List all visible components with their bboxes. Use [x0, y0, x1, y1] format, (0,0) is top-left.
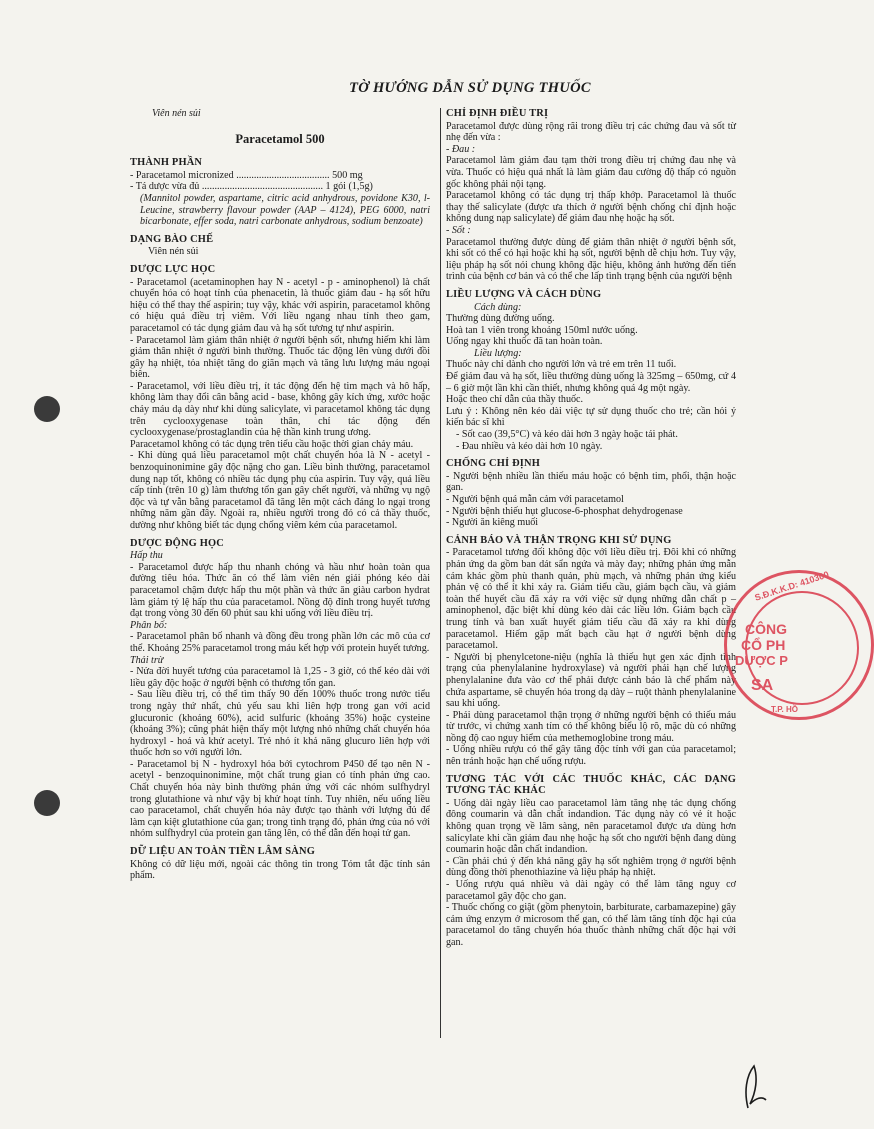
- paragraph: - Paracetamol bị N - hydroxyl hóa bởi cytochrom P450 để tạo nên N - acetyl - benzoquinonimine, một chất trung gian có tính phản ứng cao. Chất chuyển hóa này bình thường phản ứng với các nhóm sulfhydryl trong glutathione và như vậy bị khử hoạt tính. Tuy nhiên, nếu uống liều cao paracetamol, chất chuyển hóa này được tạo thành với lượng đủ để làm cạn kiệt glutathione của gan; trong tình trạng đó, phản ứng của nó với nhóm sulfhydryl của protein gan tăng lên, có thể dẫn đến hoại tử gan.: [130, 758, 430, 840]
- stamp-line: SA: [751, 677, 774, 694]
- paragraph: Paracetamol thường được dùng để giảm thân nhiệt ở người bệnh sốt, khi sốt có thể có hại hoặc khi hạ sốt, người bệnh dễ chịu hơn. Tuy vậy, liệu pháp hạ sốt nói chung không đặc hiệu, không ảnh hưởng đến tiến trình của bệnh cơ bản và có thể che lấp tình trạng bệnh của người bệnh: [446, 236, 736, 283]
- paragraph: Không có dữ liệu mới, ngoài các thông tin trong Tóm tắt đặc tính sản phẩm.: [130, 858, 430, 882]
- pharmacodynamics-heading: DƯỢC LỰC HỌC: [130, 263, 216, 275]
- paragraph: - Paracetamol, với liều điều trị, ít tác động đến hệ tim mạch và hô hấp, không làm thay đổi cân bằng acid - base, không gây kích ứng, xước hoặc chảy máu dạ dày như khi dùng salicylate, vì paracetamol không tác dụng trên cyclooxygenase toàn thân, chỉ tác động đến cyclooxygenase/prostaglandin của hệ thần kinh trung ương.: [130, 380, 430, 439]
- paragraph: - Uống rượu quá nhiều và dài ngày có thể làm tăng nguy cơ paracetamol gây độc cho gan.: [446, 879, 736, 902]
- interactions-heading: TƯƠNG TÁC VỚI CÁC THUỐC KHÁC, CÁC DẠNG TƯƠNG TÁC KHÁC: [446, 773, 736, 797]
- dosage-subtitle: Viên nén sủi: [152, 108, 201, 119]
- paragraph: - Uống nhiều rượu có thể gây tăng độc tính với gan của paracetamol; nên tránh hoặc hạn chế uống rượu.: [446, 744, 736, 768]
- paragraph: Paracetamol được dùng rộng rãi trong điều trị các chứng đau và sốt từ nhẹ đến vừa :: [446, 120, 736, 144]
- absorption-label: Hấp thu: [130, 550, 163, 562]
- paragraph: - Thuốc chống co giật (gồm phenytoin, barbiturate, carbamazepine) gây cảm ứng enzym ở microsom thể gan, có thể làm tăng tính độc hại của paracetamol do tăng chuyển hóa thuốc thành những chất độc hại với gan.: [446, 902, 736, 948]
- paragraph: - Paracetamol (acetaminophen hay N - acetyl - p - aminophenol) là chất chuyển hóa có hoạt tính của phenacetin, là thuốc giảm đau - hạ sốt hữu hiệu có thể thay thế aspirin; tuy vậy, khác với aspirin, paracetamol không có hiệu quả điều trị viêm. Với liều ngang nhau tính theo gam, paracetamol có tác dụng giảm đau và hạ sốt tương tự như aspirin.: [130, 276, 430, 334]
- stamp-line: CỔ PH: [741, 637, 786, 653]
- paragraph: Lưu ý : Không nên kéo dài việc tự sử dụng thuốc cho trẻ; cần hỏi ý kiến bác sĩ khi: [446, 405, 736, 429]
- usage-label: Cách dùng:: [474, 301, 522, 313]
- punch-hole: [34, 790, 60, 816]
- dose-label: Liều lượng:: [474, 347, 522, 359]
- paragraph: Hoà tan 1 viên trong khoảng 150ml nước uống.: [446, 324, 638, 336]
- paragraph: Paracetamol làm giảm đau tạm thời trong điều trị chứng đau nhẹ và vừa. Thuốc có hiệu quả nhất là làm giảm đau cường độ thấp có nguồn gốc không phải nội tạng.: [446, 155, 736, 190]
- warnings-heading: CẢNH BÁO VÀ THẬN TRỌNG KHI SỬ DỤNG: [446, 534, 672, 546]
- indications-heading: CHỈ ĐỊNH ĐIỀU TRỊ: [446, 108, 549, 119]
- list-item: - Người bệnh nhiều lần thiếu máu hoặc có bệnh tim, phổi, thận hoặc gan.: [446, 470, 736, 494]
- column-divider: [440, 108, 441, 1038]
- list-item: - Người bệnh quá mẫn cảm với paracetamol: [446, 494, 624, 505]
- contraindications-heading: CHỐNG CHỈ ĐỊNH: [446, 458, 541, 470]
- composition-line: - Tá dược vừa đủ ................................................ 1 gói (1,5g): [130, 181, 373, 193]
- paragraph: Uống ngay khi thuốc đã tan hoàn toàn.: [446, 336, 603, 348]
- paragraph: - Nửa đời huyết tương của paracetamol là 1,25 - 3 giờ, có thể kéo dài với liều gây độc hoặc ở người bệnh có thương tổn gan.: [130, 666, 430, 689]
- paragraph: Paracetamol không có tác dụng trị thấp khớp. Paracetamol là thuốc thay thế salicylate (được ưa thích ở người bệnh chống chỉ định hoặc không dung nạp salicylate) để giảm đau nhẹ hoặc hạ sốt.: [446, 190, 736, 225]
- paragraph: Thường dùng đường uống.: [446, 313, 555, 325]
- composition-heading: THÀNH PHẦN: [130, 157, 203, 169]
- excipients-text: (Mannitol powder, aspartame, citric acid anhydrous, povidone K30, l-Leucine, strawberry flavour powder (AAP – 4124), PEG 6000, natri bicarbonate, effer soda, natri carbonate anhydrous, sodium benzoate): [140, 192, 430, 228]
- right-column: [446, 108, 736, 949]
- stamp-line: CÔNG: [745, 621, 787, 637]
- paragraph: - Uống dài ngày liều cao paracetamol làm tăng nhẹ tác dụng chống đông coumarin và dẫn chất indandion. Tác dụng này có vẻ ít hoặc không quan trọng về lâm sàng, nên paracetamol được ưa dùng hơn salicylate khi cần giảm đau nhẹ hoặc hạ sốt cho người bệnh đang dùng coumarin hoặc dẫn chất indandion.: [446, 797, 736, 856]
- dosage-form-text: Viên nén sủi: [148, 246, 199, 258]
- stamp-registration: S.Đ.K.K.D: 410300: [753, 569, 831, 603]
- dosage-form-heading: DẠNG BÀO CHẾ: [130, 233, 214, 245]
- punch-hole: [34, 396, 60, 422]
- paragraph: - Khi dùng quá liều paracetamol một chất chuyển hóa là N - acetyl - benzoquinonimine gây độc nặng cho gan. Liều bình thường, paracetamol dung nạp tốt, không có nhiều tác dụng phụ của aspirin. Tuy vậy, quá liều cấp tính (trên 10 g) làm thương tổn gan gây chết người, và những vụ ngộ độc và tự vẫn bằng paracetamol đã tăng lên một cách đáng lo ngại trong những năm gần đây. Ngoài ra, nhiều người trong đó có cả thầy thuốc, dường như không biết tác dụng chống viêm kém của paracetamol.: [130, 450, 430, 531]
- elimination-label: Thải trừ: [130, 654, 164, 666]
- left-column: [130, 108, 430, 882]
- paragraph: Để giảm đau và hạ sốt, liều thường dùng uống là 325mg – 650mg, cứ 4 – 6 giờ một lần khi cần thiết, nhưng không quá 4g một ngày.: [446, 371, 736, 394]
- paragraph: Hoặc theo chỉ dẫn của thầy thuốc.: [446, 394, 584, 406]
- composition-line: - Paracetamol micronized ..................................... 500 mg: [130, 169, 363, 181]
- dosage-heading: LIỀU LƯỢNG VÀ CÁCH DÙNG: [446, 288, 602, 300]
- document-title: TỜ HƯỚNG DẪN SỬ DỤNG THUỐC: [349, 80, 591, 96]
- paragraph: - Paracetamol tương đối không độc với liều điều trị. Đôi khi có những phản ứng da gồm ban dát sẩn ngứa và mày đay; những phản ứng mẫn cảm khác gồm phù thanh quản, phù mạch, và những phản ứng kiểu phản vệ có thể ít khi xảy ra. Giảm tiểu cầu, giảm bạch cầu, và giảm toàn thể huyết cầu đã xảy ra với việc sử dụng những dẫn chất p – aminophenol, đặc biệt khi dùng kéo dài các liều lớn. Giảm bạch cầu trung tính và ban xuất huyết giảm tiểu cầu đã xảy ra khi dùng paracetamol. Hiếm gặp mất bạch cầu hạt ở người bệnh dùng paracetamol.: [446, 547, 736, 652]
- paragraph: - Paracetamol được hấp thu nhanh chóng và hầu như hoàn toàn qua đường tiêu hóa. Thức ăn có thể làm viên nén giải phóng kéo dài paracetamol chậm được hấp thu một phần và thức ăn giàu carbon hydrat làm giảm tỷ lệ hấp thu của paracetamol. Nồng độ đỉnh trong huyết tương đạt trong vòng 30 đến 60 phút sau khi uống với liều điều trị.: [130, 561, 430, 620]
- company-stamp: [724, 570, 874, 720]
- paragraph: - Paracetamol phân bố nhanh và đồng đều trong phần lớn các mô của cơ thể. Khoảng 25% paracetamol trong máu kết hợp với protein huyết tương.: [130, 631, 430, 654]
- stamp-line: DƯỢC P: [735, 653, 788, 668]
- paragraph: - Phải dùng paracetamol thận trọng ở những người bệnh có thiếu máu từ trước, vì chứng xanh tím có thể không biểu lộ rõ, mặc dù có những nồng độ cao nguy hiểm của methemoglobine trong máu.: [446, 709, 736, 744]
- note: - Sốt cao (39,5°C) và kéo dài hơn 3 ngày hoặc tái phát.: [456, 429, 678, 441]
- product-name: Paracetamol 500: [235, 131, 325, 146]
- paragraph: - Người bị phenylcetone-niệu (nghĩa là thiếu hụt gen xác định tình trạng của phenylalanine hydroxylase) và người phải hạn chế lượng phenylalanine đưa vào cơ thể phải được cảnh báo là chế phẩm này chứa aspartame, sẽ chuyển hóa trong dạ dày – ruột thành phenylalanine sau khi uống.: [446, 651, 736, 710]
- signature-mark: [740, 1062, 770, 1112]
- paragraph: Paracetamol không có tác dụng trên tiểu cầu hoặc thời gian chảy máu.: [130, 438, 414, 450]
- distribution-label: Phân bố:: [130, 619, 168, 631]
- pain-label: - Đau :: [446, 143, 476, 155]
- paragraph: - Cần phải chú ý đến khả năng gây hạ sốt nghiêm trọng ở người bệnh dùng đồng thời phenothiazine và liệu pháp hạ nhiệt.: [446, 855, 736, 879]
- fever-label: - Sốt :: [446, 224, 471, 236]
- paragraph: Thuốc này chỉ dành cho người lớn và trẻ em trên 11 tuổi.: [446, 359, 677, 371]
- preclinical-heading: DỮ LIỆU AN TOÀN TIỀN LÂM SÀNG: [130, 846, 315, 858]
- pharmacokinetics-heading: DƯỢC ĐỘNG HỌC: [130, 537, 224, 549]
- note: - Đau nhiều và kéo dài hơn 10 ngày.: [456, 440, 603, 452]
- stamp-address: T.P. HỒ: [771, 705, 798, 714]
- list-item: - Người bệnh thiếu hụt glucose-6-phosphat dehydrogenase: [446, 505, 683, 517]
- list-item: - Người ăn kiêng muối: [446, 517, 539, 529]
- paragraph: - Sau liều điều trị, có thể tìm thấy 90 đến 100% thuốc trong nước tiểu trong ngày thứ nhất, chủ yếu sau khi liên hợp trong gan với acid glucuronic (khoảng 60%), acid sulfuric (khoảng 35%) hoặc cysteine (khoảng 3%); cũng phát hiện thấy một lượng nhỏ những chất chuyển hóa hydroxyl - hoá và khử acetyl. Trẻ nhỏ ít khả năng glucuro liên hợp với thuốc hơn so với người lớn.: [130, 689, 430, 759]
- paragraph: - Paracetamol làm giảm thân nhiệt ở người bệnh sốt, nhưng hiếm khi làm giảm thân nhiệt ở người bình thường. Thuốc tác động lên vùng dưới đồi gây hạ nhiệt, tỏa nhiệt tăng do giãn mạch và tăng lưu lượng máu ngoại biên.: [130, 334, 430, 381]
